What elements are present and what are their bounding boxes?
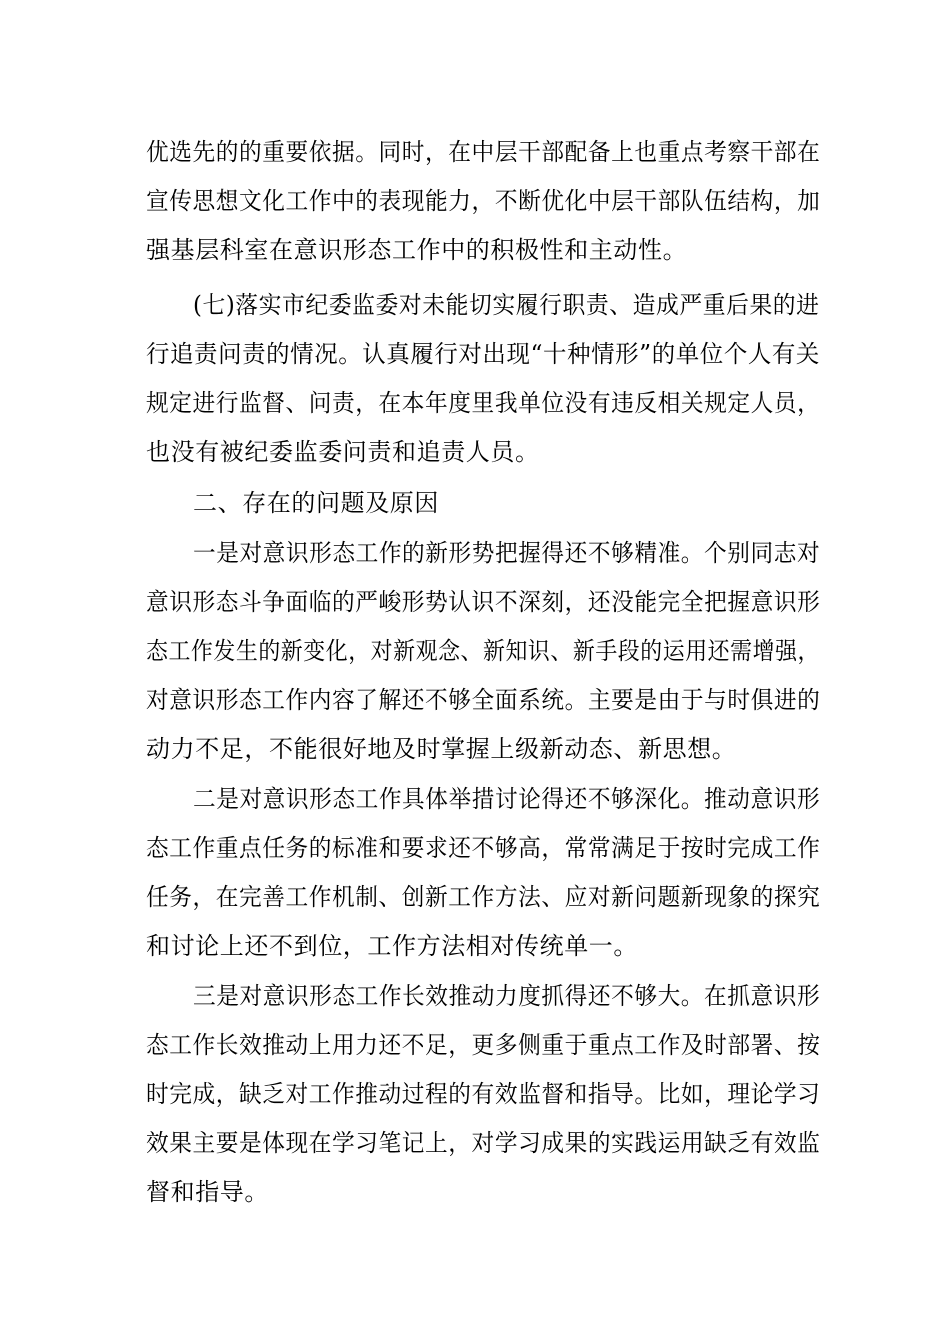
text-line: 态工作重点任务的标准和要求还不够高，常常满足于按时完成工作 <box>146 834 821 862</box>
text-line: 三是对意识形态工作长效推动力度抓得还不够大。在抓意识形 <box>193 982 821 1010</box>
text-line: 督和指导。 <box>146 1178 269 1206</box>
text-line: 任务，在完善工作机制、创新工作方法、应对新问题新现象的探究 <box>146 883 821 911</box>
text-line: 规定进行监督、问责，在本年度里我单位没有违反相关规定人员， <box>146 389 821 417</box>
text-line: 宣传思想文化工作中的表现能力，不断优化中层干部队伍结构，加 <box>146 187 821 215</box>
text-line: 对意识形态工作内容了解还不够全面系统。主要是由于与时俱进的 <box>146 686 821 714</box>
text-line: 态工作发生的新变化，对新观念、新知识、新手段的运用还需增强， <box>146 637 820 665</box>
text-line: 也没有被纪委监委问责和追责人员。 <box>146 438 540 466</box>
text-line: 一是对意识形态工作的新形势把握得还不够精准。个别同志对 <box>193 539 821 567</box>
text-line: (七)落实市纪委监委对未能切实履行职责、造成严重后果的进 <box>193 291 820 319</box>
text-line: 强基层科室在意识形态工作中的积极性和主动性。 <box>146 236 688 264</box>
text-line: 二是对意识形态工作具体举措讨论得还不够深化。推动意识形 <box>193 785 821 813</box>
text-line: 动力不足，不能很好地及时掌握上级新动态、新思想。 <box>146 735 737 763</box>
text-line: 时完成，缺乏对工作推动过程的有效监督和指导。比如，理论学习 <box>146 1080 821 1108</box>
text-line: 和讨论上还不到位，工作方法相对传统单一。 <box>146 932 638 960</box>
text-line: 行追责问责的情况。认真履行对出现“十种情形”的单位个人有关 <box>146 340 820 368</box>
text-line: 态工作长效推动上用力还不足，更多侧重于重点工作及时部署、按 <box>146 1031 821 1059</box>
text-line: 优选先的的重要依据。同时，在中层干部配备上也重点考察干部在 <box>146 138 821 166</box>
section-heading: 二、存在的问题及原因 <box>193 489 439 517</box>
text-line: 意识形态斗争面临的严峻形势认识不深刻，还没能完全把握意识形 <box>146 588 821 616</box>
text-line: 效果主要是体现在学习笔记上，对学习成果的实践运用缺乏有效监 <box>146 1129 821 1157</box>
